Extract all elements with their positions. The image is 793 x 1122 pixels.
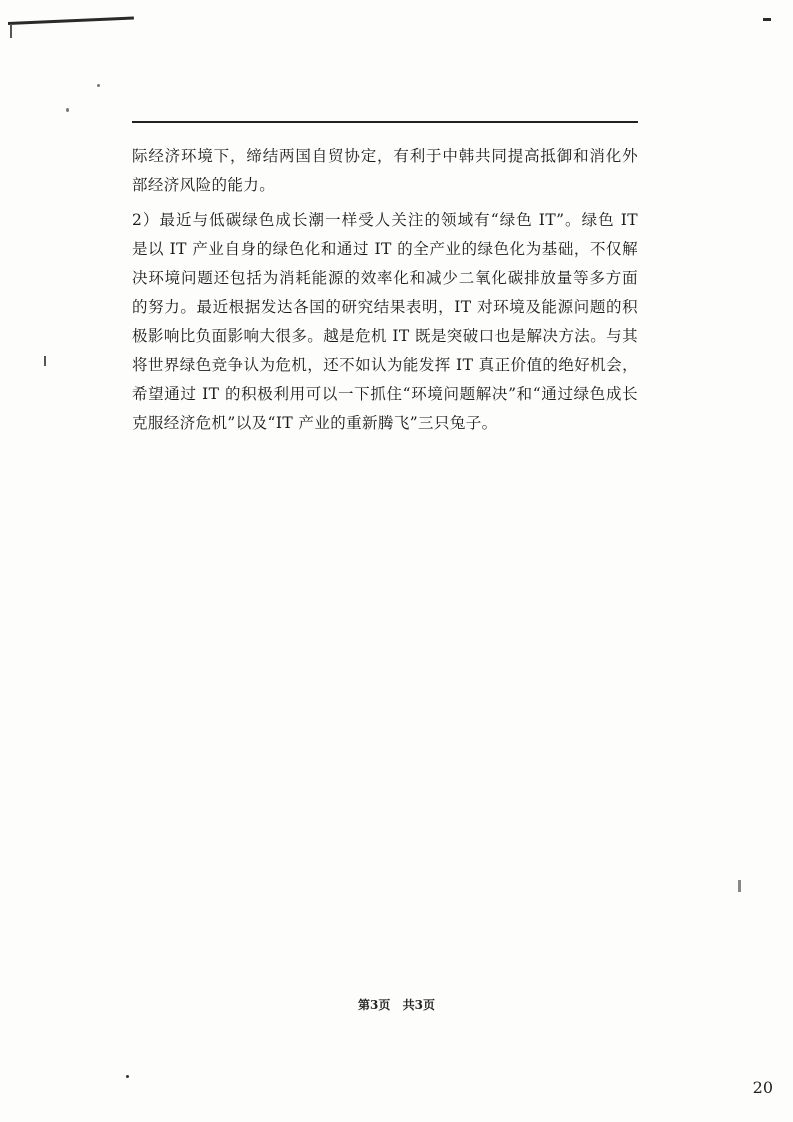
document-body: [132, 142, 638, 438]
header-rule: [132, 121, 638, 123]
paragraph-green-it: 2）最近与低碳绿色成长潮一样受人关注的领域有“绿色 IT”。绿色 IT 是以 IT 产业自身的绿色化和通过 IT 的全产业的绿色化为基础，不仅解决环境问题还包括为消耗能源的效率化和减少二氧化碳排放量等多方面的努力。最近根据发达各国的研究结果表明，IT 对环境及能源问题的积极影响比负面影响大很多。越是危机 IT 既是突破口也是解决方法。与其将世界绿色竞争认为危机，还不如认为能发挥 IT 真正价值的绝好机会，希望通过 IT 的积极利用可以一下抓住“环境问题解决”和“通过绿色成长克服经济危机”以及“IT 产业的重新腾飞”三只兔子。: [132, 211, 638, 432]
scan-speck: [126, 1075, 129, 1078]
scan-border-line: [8, 17, 134, 25]
paragraph-continued: 际经济环境下，缔结两国自贸协定，有利于中韩共同提高抵御和消化外部经济风险的能力。: [132, 147, 638, 194]
page-footer: [0, 996, 793, 1013]
margin-page-number: 20: [752, 1078, 773, 1097]
page-total: 共3页: [402, 998, 435, 1012]
scan-border-tick: [10, 24, 12, 38]
scan-corner-mark: [763, 18, 771, 21]
scan-speck: [97, 84, 100, 87]
page-current: 第3页: [358, 998, 391, 1012]
scan-speck: [738, 880, 741, 892]
scan-speck: [66, 108, 69, 112]
scan-speck: [44, 356, 46, 366]
